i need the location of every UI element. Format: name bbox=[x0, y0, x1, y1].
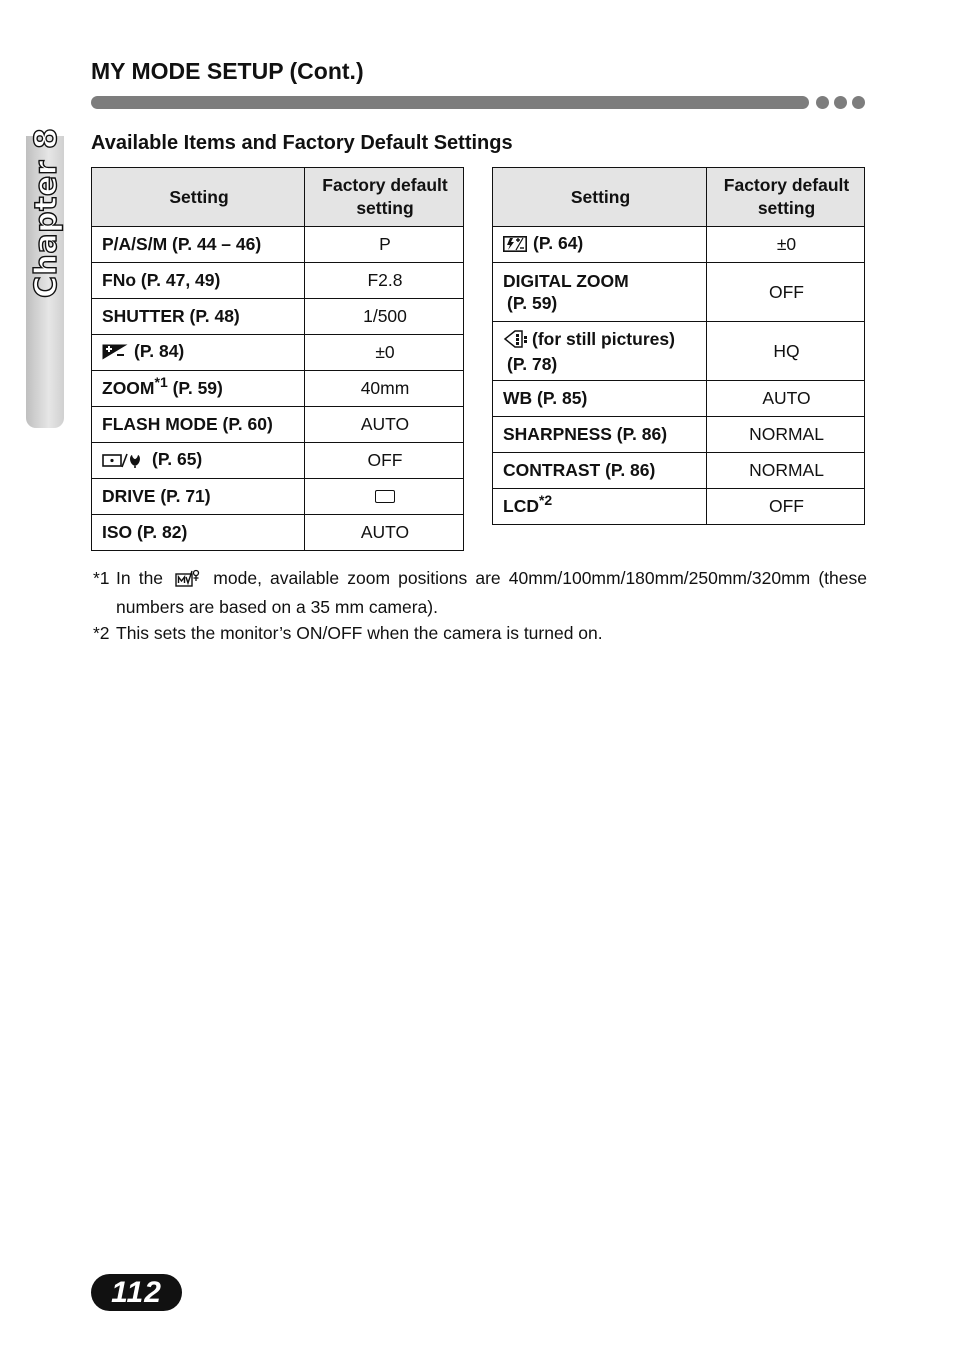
title-underline-bar bbox=[91, 96, 809, 109]
setting-page-ref: (P. 59) bbox=[507, 293, 558, 313]
table-row bbox=[493, 489, 865, 525]
table-row bbox=[92, 371, 464, 407]
value-cell: ±0 bbox=[707, 227, 865, 263]
table-row bbox=[493, 381, 865, 417]
footnote-mark: *2 bbox=[93, 623, 110, 643]
setting-label: (P. 84) bbox=[134, 340, 185, 361]
value-cell: AUTO bbox=[707, 381, 865, 417]
value-cell: P bbox=[305, 227, 464, 263]
footnote-text: This sets the monitor’s ON/OFF when the camera is turned on. bbox=[116, 623, 603, 643]
value-cell: AUTO bbox=[305, 515, 464, 551]
setting-label: ZOOM bbox=[102, 378, 155, 398]
table-header-row bbox=[92, 168, 464, 227]
left-settings-table bbox=[91, 167, 464, 551]
footnote-text-part: In the bbox=[116, 568, 164, 588]
setting-cell: SHARPNESS (P. 86) bbox=[493, 417, 707, 453]
value-cell: HQ bbox=[707, 322, 865, 381]
table-row bbox=[92, 299, 464, 335]
column-header-setting: Setting bbox=[493, 168, 707, 227]
table-row bbox=[493, 227, 865, 263]
single-frame-drive-icon bbox=[375, 490, 395, 503]
table-row bbox=[493, 453, 865, 489]
value-cell: 40mm bbox=[305, 371, 464, 407]
footnote-mark: *1 bbox=[93, 568, 110, 588]
value-cell: F2.8 bbox=[305, 263, 464, 299]
table-row bbox=[92, 227, 464, 263]
table-header-row bbox=[493, 168, 865, 227]
decoration-dot bbox=[834, 96, 847, 109]
column-header-setting: Setting bbox=[92, 168, 305, 227]
table-row bbox=[92, 263, 464, 299]
table-row bbox=[92, 407, 464, 443]
setting-cell: ISO (P. 82) bbox=[92, 515, 305, 551]
setting-label: (P. 65) bbox=[152, 448, 203, 469]
setting-cell bbox=[493, 263, 707, 322]
setting-cell: CONTRAST (P. 86) bbox=[493, 453, 707, 489]
setting-label: (for still pictures) bbox=[532, 328, 675, 349]
spot-macro-icon bbox=[102, 452, 146, 473]
exposure-compensation-icon bbox=[102, 344, 128, 365]
setting-page-ref: (P. 59) bbox=[172, 378, 223, 398]
setting-cell: P/A/S/M (P. 44 – 46) bbox=[92, 227, 305, 263]
decoration-dot bbox=[852, 96, 865, 109]
column-header-factory-default: Factory default setting bbox=[305, 168, 464, 227]
value-cell: ±0 bbox=[305, 335, 464, 371]
footnote-marker: *2 bbox=[538, 492, 553, 508]
footnote bbox=[93, 620, 867, 646]
value-cell: OFF bbox=[305, 443, 464, 479]
table-row bbox=[493, 263, 865, 322]
my-mode-icon bbox=[175, 568, 201, 594]
setting-cell: WB (P. 85) bbox=[493, 381, 707, 417]
value-cell: AUTO bbox=[305, 407, 464, 443]
footnote-text bbox=[116, 565, 867, 620]
setting-label: LCD bbox=[503, 496, 539, 516]
decoration-dot bbox=[816, 96, 829, 109]
setting-cell bbox=[92, 335, 305, 371]
flash-intensity-icon bbox=[503, 236, 527, 257]
setting-page-ref: (P. 78) bbox=[507, 353, 558, 374]
footnotes bbox=[93, 565, 867, 646]
setting-cell bbox=[92, 371, 305, 407]
record-mode-icon bbox=[503, 330, 529, 353]
table-row bbox=[493, 322, 865, 381]
table-row bbox=[92, 515, 464, 551]
value-cell: NORMAL bbox=[707, 453, 865, 489]
setting-cell: FNo (P. 47, 49) bbox=[92, 263, 305, 299]
table-row bbox=[493, 417, 865, 453]
value-cell bbox=[305, 479, 464, 515]
setting-cell bbox=[493, 489, 707, 525]
setting-cell bbox=[493, 322, 707, 381]
right-settings-table bbox=[492, 167, 865, 525]
footnote-marker: *1 bbox=[154, 374, 168, 390]
setting-label: (P. 64) bbox=[533, 232, 584, 253]
value-cell: 1/500 bbox=[305, 299, 464, 335]
table-row bbox=[92, 443, 464, 479]
page-title: MY MODE SETUP (Cont.) bbox=[91, 58, 364, 84]
footnote-text-part: mode, available zoom positions are 40mm/100mm/180mm/250mm/320mm (these numbers are based on a 35 mm camera). bbox=[116, 568, 867, 617]
value-cell: OFF bbox=[707, 489, 865, 525]
page-number: 112 bbox=[91, 1274, 182, 1311]
setting-cell: SHUTTER (P. 48) bbox=[92, 299, 305, 335]
chapter-tab-label: Chapter 8 bbox=[29, 127, 64, 298]
value-cell: NORMAL bbox=[707, 417, 865, 453]
setting-cell: DRIVE (P. 71) bbox=[92, 479, 305, 515]
column-header-factory-default: Factory default setting bbox=[707, 168, 865, 227]
table-row bbox=[92, 479, 464, 515]
footnote bbox=[93, 565, 867, 620]
value-cell: OFF bbox=[707, 263, 865, 322]
setting-cell: FLASH MODE (P. 60) bbox=[92, 407, 305, 443]
setting-cell bbox=[92, 443, 305, 479]
table-row bbox=[92, 335, 464, 371]
section-heading: Available Items and Factory Default Settings bbox=[91, 132, 513, 154]
setting-cell bbox=[493, 227, 707, 263]
setting-label: DIGITAL ZOOM bbox=[503, 271, 629, 291]
